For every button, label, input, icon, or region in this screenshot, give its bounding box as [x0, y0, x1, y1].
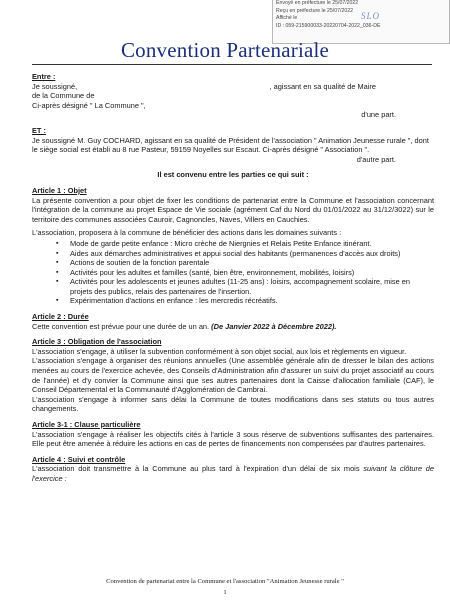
article3-para3: L'association s'engage à informer sans délai la Commune de toutes modifications dans ses statuts ou tous autres changements. — [32, 394, 434, 414]
article4-italic: suivant la clôture de l'exercice : — [32, 464, 435, 483]
article2-heading: Article 2 : Durée — [32, 312, 89, 322]
article1-intro: L'association, proposera à la commune de bénéficier des actions dans les domaines suivants : — [32, 228, 342, 238]
title-underline — [32, 64, 432, 65]
article1-text: La présente convention a pour objet de fixer les conditions de partenariat entre la Commune et l'association concernant l'intégration de la commune au projet Espace de Vie sociale (agrément Caf du Nord du 01/01/2022 au 31/12/3022) sur le territoire des communes associées Cauroir, Cagnoncles, Naves, Villers en Cauchies. — [32, 195, 434, 224]
signatory-line — [32, 82, 434, 92]
signatory-intro: Je soussigné, — [32, 81, 78, 91]
agreement-heading: Il est convenu entre les parties ce qui suit : — [157, 170, 309, 180]
part1-label: d'une part. — [361, 110, 396, 120]
stamp-signature: SLO — [361, 11, 381, 21]
page-footer: Convention de partenariat entre la Commune et l'association "Animation Jeunesse rurale " — [106, 578, 344, 585]
article3-para2: L'association s'engage à organiser des réunions annuelles (Une assemblée générale afin de dresser le bilan des actions menées au cours de l'exercice achevée, des Conseils d'Administration afin d'assurer un suivi du projet associatif au cours de l'année) et d'y convier la Commune ainsi que ses autres partenaires dont la Caisse d'allocation familiale (CAF), le Conseil Départemental et la Communauté d'Agglomération de Cambrai. — [32, 356, 434, 395]
entre-label: Entre : — [32, 72, 56, 81]
list-item: ▪ Activités pour les adultes et familles (santé, bien être, environnement, mobilités, loisirs) — [62, 268, 434, 278]
article4-main: L'association doit transmettre à la Commune au plus tard à l'expiration d'un délai de six mois — [32, 464, 360, 474]
article31-text: L'association s'engage à réaliser les objectifs cités à l'article 3 sous réserve de subventions suffisantes des partenaires. Elle peut être amenée à réduire les actions en cas de pertes de financements non compensées par d'autres partenaires. — [32, 429, 434, 449]
part2-label: d'autre part. — [356, 154, 396, 164]
article4-heading: Article 4 : Suivi et contrôle — [32, 454, 126, 464]
page-number: 1 — [223, 589, 227, 596]
stamp-id-line: ID : 059-215900033-20220704-2022_036-DE — [276, 22, 381, 29]
document-title: Convention Partenariale — [120, 38, 330, 62]
commune-designation: Ci-après désigné " La Commune ", — [32, 100, 146, 110]
et-label: ET : — [32, 125, 46, 135]
article4-text — [32, 464, 434, 483]
document-body — [32, 72, 434, 484]
list-item: ▪ Aides aux démarches administratives et appui social des habitants (permanences d'accès aux droits) — [62, 249, 434, 259]
article3-heading: Article 3 : Obligation de l'association — [32, 337, 162, 347]
article1-list — [32, 239, 434, 306]
stamp-posted-line: Affiché le — [276, 15, 298, 22]
list-item: ▪ Activités pour les adolescents et jeunes adultes (11-25 ans) : loisirs, accompagnement scolaire, mise en projets des publics, relais des partenaires de l'insertion. — [62, 277, 434, 296]
list-item: ▪ Expérimentation d'actions en enfance : les mercredis récréatifs. — [62, 296, 434, 306]
association-signatory: Je soussigné M. Guy COCHARD, agissant en sa qualité de Président de l'association " Animation Jeunesse rurale ", dont le siège social est établi au 8 rue Pasteur, 59159 Noyelles sur Escaut. Ci-après désigné " Association ". — [32, 135, 429, 155]
list-item: ▪ Mode de garde petite enfance : Micro crèche de Niergnies et Relais Petite Enfance itinérant. — [62, 239, 434, 249]
article3-para1: L'association s'engage, à utiliser la subvention conformément à son objet social, aux lois et règlements en vigueur. — [32, 346, 407, 356]
article2-text — [32, 322, 434, 332]
list-item: ▪ Actions de soutien de la fonction parentale — [62, 258, 434, 268]
article2-duration: Cette convention est prévue pour une durée de un an. — [32, 321, 210, 331]
article2-period: (De Janvier 2022 à Décembre 2022). — [211, 321, 337, 331]
signatory-role: , agissant en sa qualité de Maire — [269, 81, 376, 91]
stamp-sent-line: Envoyé en préfecture le 25/07/2022 — [276, 0, 359, 6]
article1-heading: Article 1 : Objet — [32, 185, 87, 195]
stamp-received-line: Reçu en préfecture le 25/07/2022 — [276, 7, 354, 14]
article31-heading: Article 3-1 : Clause particulière — [32, 420, 141, 429]
commune-line: de la Commune de — [32, 91, 95, 101]
